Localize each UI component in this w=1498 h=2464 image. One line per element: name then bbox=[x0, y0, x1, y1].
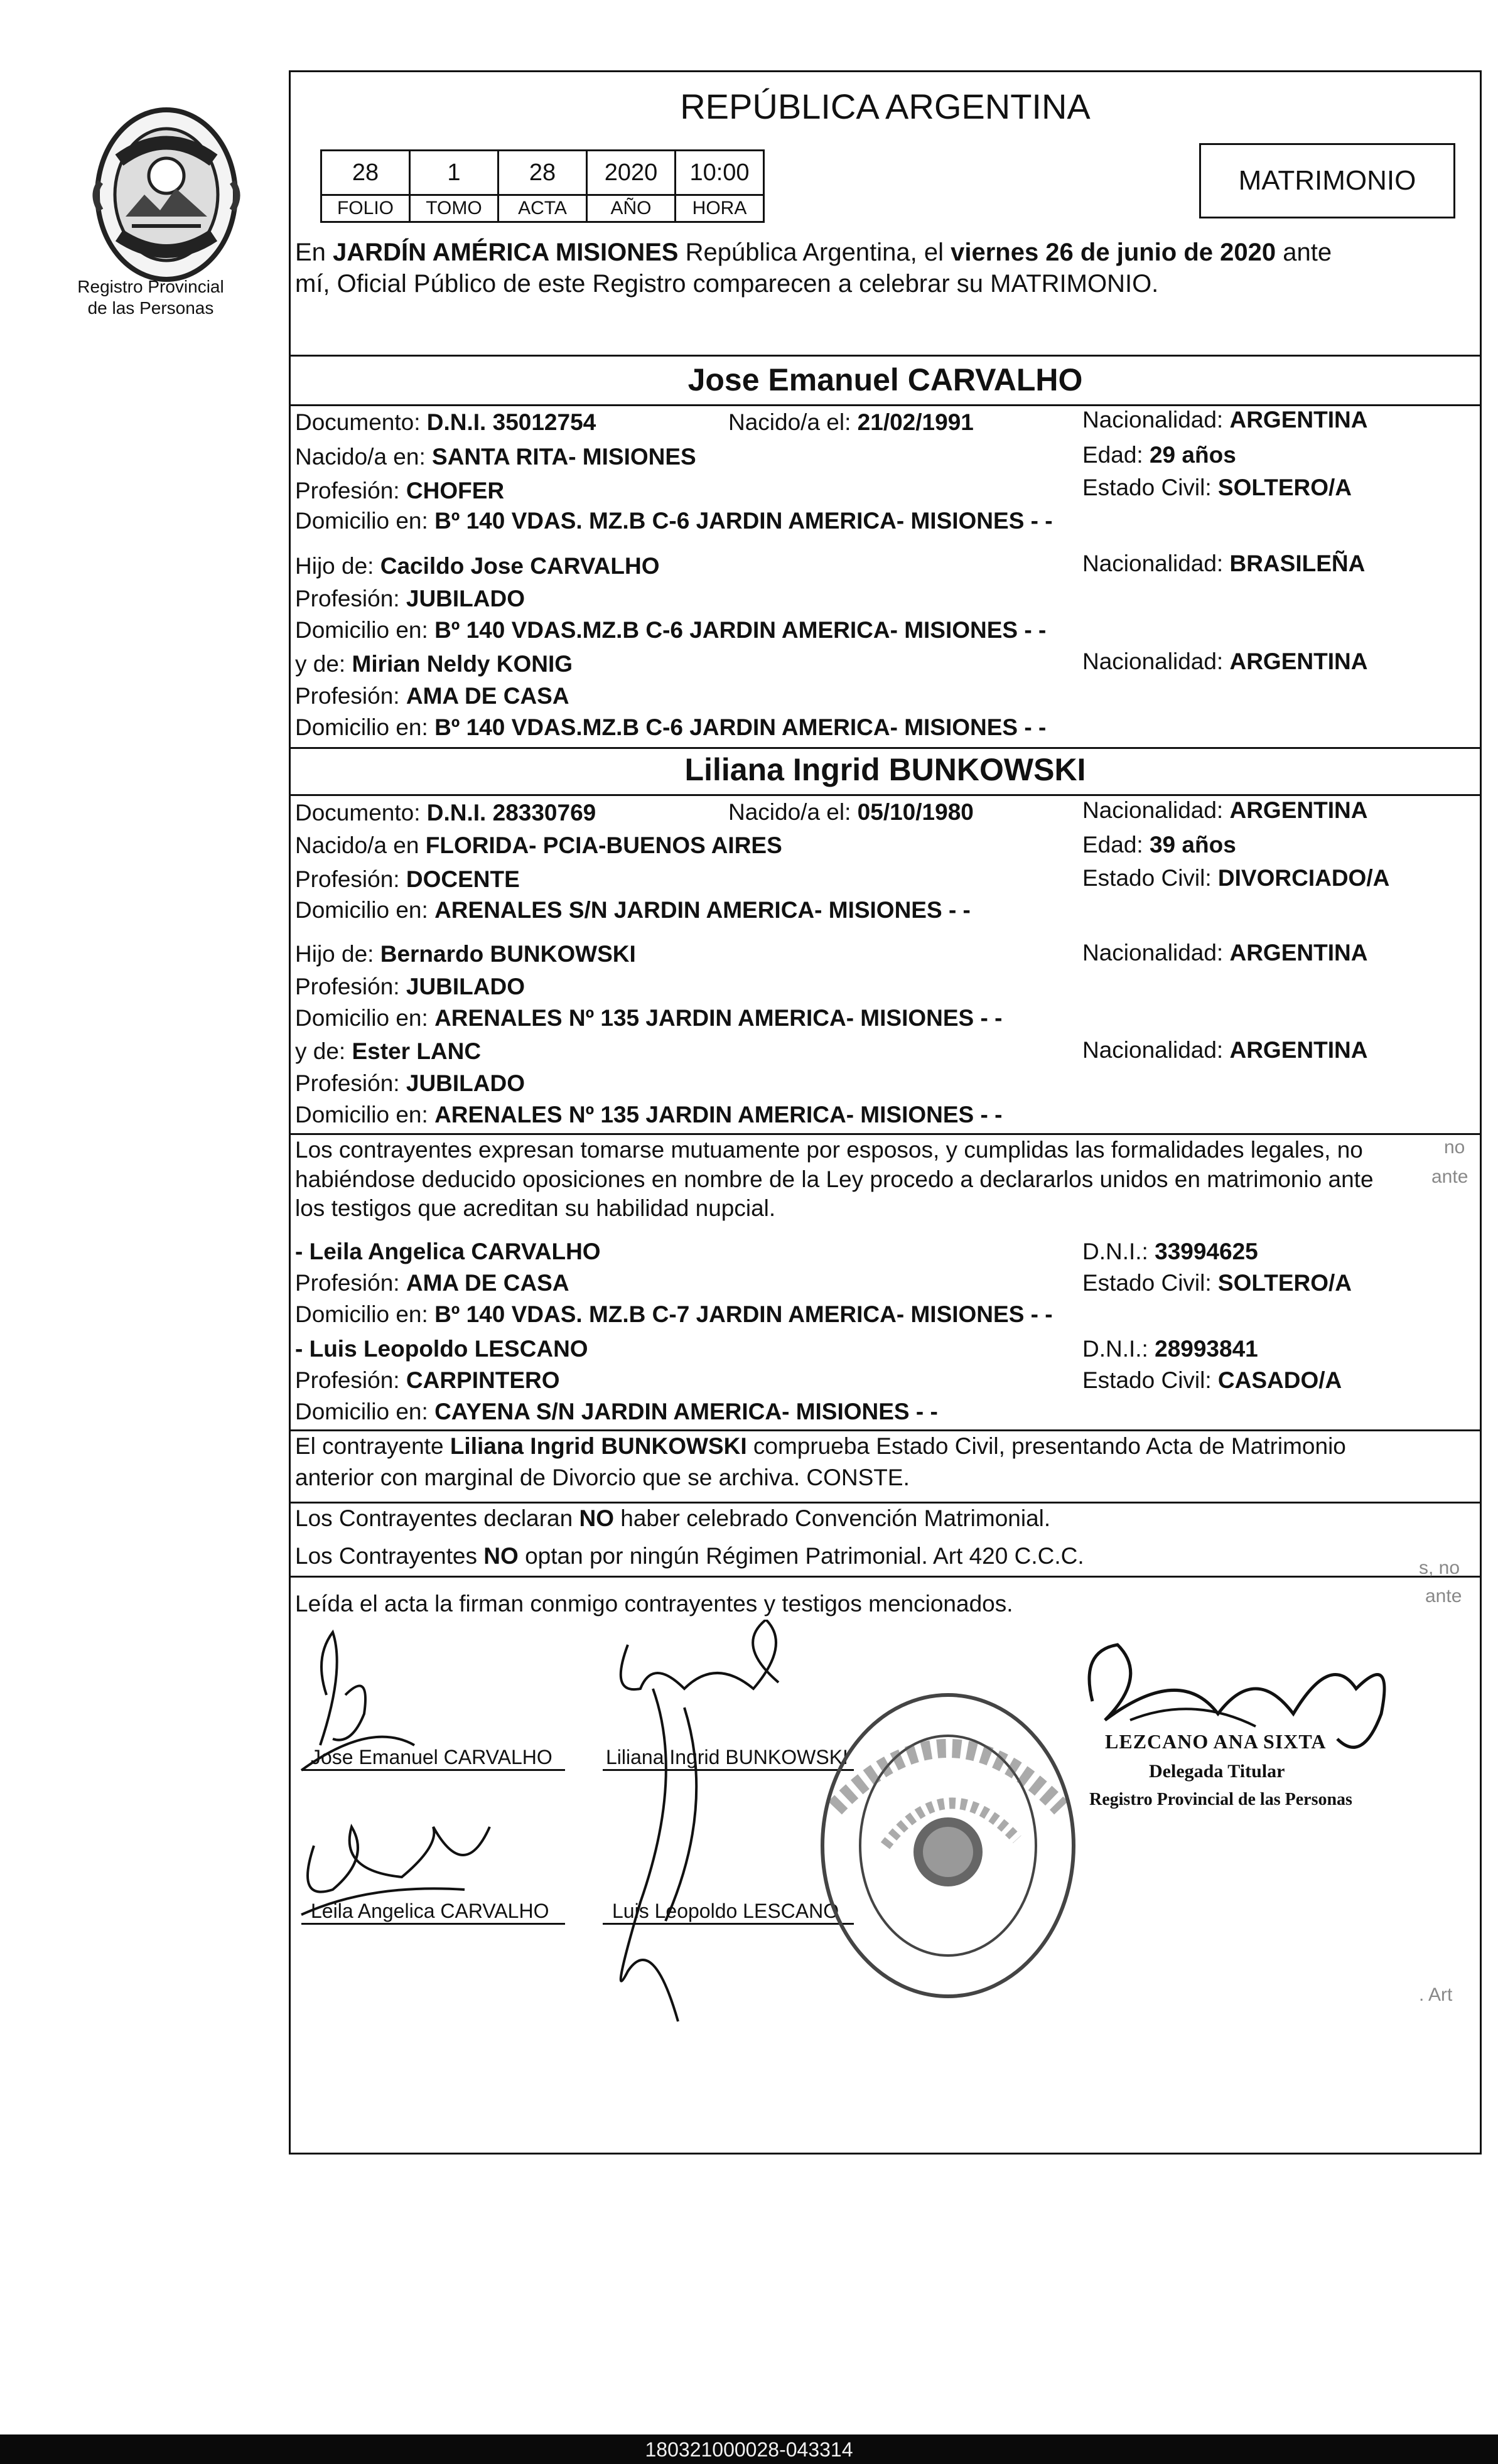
declaration-line1: Los contrayentes expresan tomarse mutuamente por esposos, y cumplidas las formalidades legales, no bbox=[295, 1137, 1363, 1163]
hora-label: HORA bbox=[676, 195, 764, 222]
spouse1-estado-civil: Estado Civil: SOLTERO/A bbox=[1082, 475, 1352, 500]
spouse2-edad: Edad: 39 años bbox=[1082, 832, 1236, 858]
tomo-value: 1 bbox=[410, 151, 498, 195]
divider bbox=[289, 355, 1482, 357]
spouse1-madre: y de: Mirian Neldy KONIG bbox=[295, 651, 573, 677]
witness2-name: - Luis Leopoldo LESCANO bbox=[295, 1336, 588, 1362]
divider bbox=[289, 1133, 1482, 1135]
spouse2-documento: Documento: D.N.I. 28330769 bbox=[295, 800, 596, 826]
spouse2-estado-civil: Estado Civil: DIVORCIADO/A bbox=[1082, 865, 1390, 891]
spouse2-padre-nacionalidad: Nacionalidad: ARGENTINA bbox=[1082, 940, 1368, 966]
official-title: Delegada Titular bbox=[1149, 1761, 1285, 1782]
anio-label: AÑO bbox=[587, 195, 676, 222]
civil-status-note-line1: El contrayente Liliana Ingrid BUNKOWSKI comprueba Estado Civil, presentando Acta de Matrimonio bbox=[295, 1433, 1346, 1459]
acta-value: 28 bbox=[498, 151, 587, 195]
spouse2-nacionalidad: Nacionalidad: ARGENTINA bbox=[1082, 797, 1368, 823]
spouse2-padre-domicilio: Domicilio en: ARENALES Nº 135 JARDIN AMERICA- MISIONES - - bbox=[295, 1005, 1003, 1031]
spouse1-domicilio: Domicilio en: Bº 140 VDAS. MZ.B C-6 JARDIN AMERICA- MISIONES - - bbox=[295, 508, 1053, 534]
declaration-line2: habiéndose deducido oposiciones en nombre de la Ley procedo a declararlos unidos en matrimonio ante bbox=[295, 1166, 1374, 1192]
spouse1-padre: Hijo de: Cacildo Jose CARVALHO bbox=[295, 553, 660, 579]
civil-status-note-line2: anterior con marginal de Divorcio que se archiva. CONSTE. bbox=[295, 1465, 910, 1490]
spouse1-padre-domicilio: Domicilio en: Bº 140 VDAS.MZ.B C-6 JARDIN AMERICA- MISIONES - - bbox=[295, 617, 1047, 643]
acta-label: ACTA bbox=[498, 195, 587, 222]
handwritten-signatures bbox=[276, 1620, 841, 2028]
folio-table bbox=[320, 149, 765, 223]
spouse1-nacido-el: Nacido/a el: 21/02/1991 bbox=[728, 409, 974, 435]
signature-label-spouse2: Liliana Ingrid BUNKOWSKI bbox=[606, 1746, 848, 1768]
witness2-profesion: Profesión: CARPINTERO bbox=[295, 1367, 560, 1393]
official-office: Registro Provincial de las Personas bbox=[1089, 1790, 1352, 1809]
spouse1-documento: Documento: D.N.I. 35012754 bbox=[295, 409, 596, 435]
witness1-estado-civil: Estado Civil: SOLTERO/A bbox=[1082, 1270, 1352, 1296]
spouse1-padre-profesion: Profesión: JUBILADO bbox=[295, 586, 525, 611]
regime-line2: Los Contrayentes NO optan por ningún Régimen Patrimonial. Art 420 C.C.C. bbox=[295, 1543, 1084, 1569]
spouse2-padre: Hijo de: Bernardo BUNKOWSKI bbox=[295, 941, 636, 967]
witness2-domicilio: Domicilio en: CAYENA S/N JARDIN AMERICA- MISIONES - - bbox=[295, 1399, 938, 1424]
signature-line bbox=[301, 1923, 565, 1925]
spouse2-madre: y de: Ester LANC bbox=[295, 1038, 482, 1064]
official-name: LEZCANO ANA SIXTA bbox=[1105, 1730, 1327, 1753]
spouse2-name: Liliana Ingrid BUNKOWSKI bbox=[684, 752, 1086, 787]
intro-line2: mí, Oficial Público de este Registro comparecen a celebrar su MATRIMONIO. bbox=[295, 270, 1159, 298]
logo-caption-line2: de las Personas bbox=[87, 298, 214, 318]
spouse2-domicilio: Domicilio en: ARENALES S/N JARDIN AMERICA- MISIONES - - bbox=[295, 897, 971, 923]
spouse2-nacido-el: Nacido/a el: 05/10/1980 bbox=[728, 799, 974, 825]
closing-text: Leída el acta la firman conmigo contrayentes y testigos mencionados. bbox=[295, 1591, 1013, 1617]
signature-line bbox=[301, 1769, 565, 1771]
folio-label: FOLIO bbox=[321, 195, 410, 222]
witness1-name: - Leila Angelica CARVALHO bbox=[295, 1239, 601, 1264]
divider bbox=[289, 1502, 1482, 1504]
spouse1-madre-domicilio: Domicilio en: Bº 140 VDAS.MZ.B C-6 JARDIN AMERICA- MISIONES - - bbox=[295, 714, 1047, 740]
spouse1-nacido-en: Nacido/a en: SANTA RITA- MISIONES bbox=[295, 444, 696, 470]
page-title: REPÚBLICA ARGENTINA bbox=[680, 87, 1091, 126]
spouse2-madre-domicilio: Domicilio en: ARENALES Nº 135 JARDIN AMERICA- MISIONES - - bbox=[295, 1102, 1003, 1127]
intro-line1: En JARDÍN AMÉRICA MISIONES República Argentina, el viernes 26 de junio de 2020 ante bbox=[295, 239, 1332, 266]
margin-fragment: ante bbox=[1425, 1586, 1462, 1606]
divider bbox=[289, 794, 1482, 796]
record-type-box: MATRIMONIO bbox=[1199, 143, 1455, 218]
tomo-label: TOMO bbox=[410, 195, 498, 222]
spouse2-madre-nacionalidad: Nacionalidad: ARGENTINA bbox=[1082, 1037, 1368, 1063]
spouse1-edad: Edad: 29 años bbox=[1082, 442, 1236, 468]
signature-label-spouse1: Jose Emanuel CARVALHO bbox=[311, 1746, 552, 1768]
spouse1-madre-profesion: Profesión: AMA DE CASA bbox=[295, 683, 569, 709]
witness2-dni: D.N.I.: 28993841 bbox=[1082, 1336, 1258, 1362]
spouse1-name: Jose Emanuel CARVALHO bbox=[687, 362, 1083, 397]
hora-value: 10:00 bbox=[676, 151, 764, 195]
witness2-estado-civil: Estado Civil: CASADO/A bbox=[1082, 1367, 1342, 1393]
spouse2-nacido-en: Nacido/a en FLORIDA- PCIA-BUENOS AIRES bbox=[295, 832, 782, 858]
witness1-domicilio: Domicilio en: Bº 140 VDAS. MZ.B C-7 JARDIN AMERICA- MISIONES - - bbox=[295, 1301, 1053, 1327]
divider bbox=[289, 1429, 1482, 1431]
spouse1-nacionalidad: Nacionalidad: ARGENTINA bbox=[1082, 407, 1368, 433]
folio-value: 28 bbox=[321, 151, 410, 195]
anio-value: 2020 bbox=[587, 151, 676, 195]
margin-fragment: no bbox=[1444, 1137, 1465, 1158]
margin-fragment: s, no bbox=[1419, 1557, 1460, 1578]
spouse2-padre-profesion: Profesión: JUBILADO bbox=[295, 974, 525, 999]
provincial-seal-logo bbox=[82, 100, 251, 289]
witness1-profesion: Profesión: AMA DE CASA bbox=[295, 1270, 569, 1296]
divider bbox=[289, 1576, 1482, 1578]
spouse1-padre-nacionalidad: Nacionalidad: BRASILEÑA bbox=[1082, 551, 1366, 576]
registry-round-stamp bbox=[810, 1682, 1086, 2009]
logo-caption-line1: Registro Provincial bbox=[77, 277, 224, 296]
spouse2-profesion: Profesión: DOCENTE bbox=[295, 866, 520, 892]
spouse1-profesion: Profesión: CHOFER bbox=[295, 478, 505, 503]
signature-label-witness1: Leila Angelica CARVALHO bbox=[311, 1900, 549, 1922]
declaration-line3: los testigos que acreditan su habilidad nupcial. bbox=[295, 1195, 776, 1221]
witness1-dni: D.N.I.: 33994625 bbox=[1082, 1239, 1258, 1264]
spouse1-madre-nacionalidad: Nacionalidad: ARGENTINA bbox=[1082, 648, 1368, 674]
spouse2-madre-profesion: Profesión: JUBILADO bbox=[295, 1070, 525, 1096]
margin-fragment: . Art bbox=[1419, 1984, 1453, 2005]
divider bbox=[289, 747, 1482, 749]
margin-fragment: ante bbox=[1431, 1166, 1468, 1187]
barcode-number: 180321000028-043314 bbox=[645, 2438, 853, 2461]
regime-line1: Los Contrayentes declaran NO haber celebrado Convención Matrimonial. bbox=[295, 1505, 1051, 1531]
signature-label-witness2: Luis Leopoldo LESCANO bbox=[612, 1900, 839, 1922]
